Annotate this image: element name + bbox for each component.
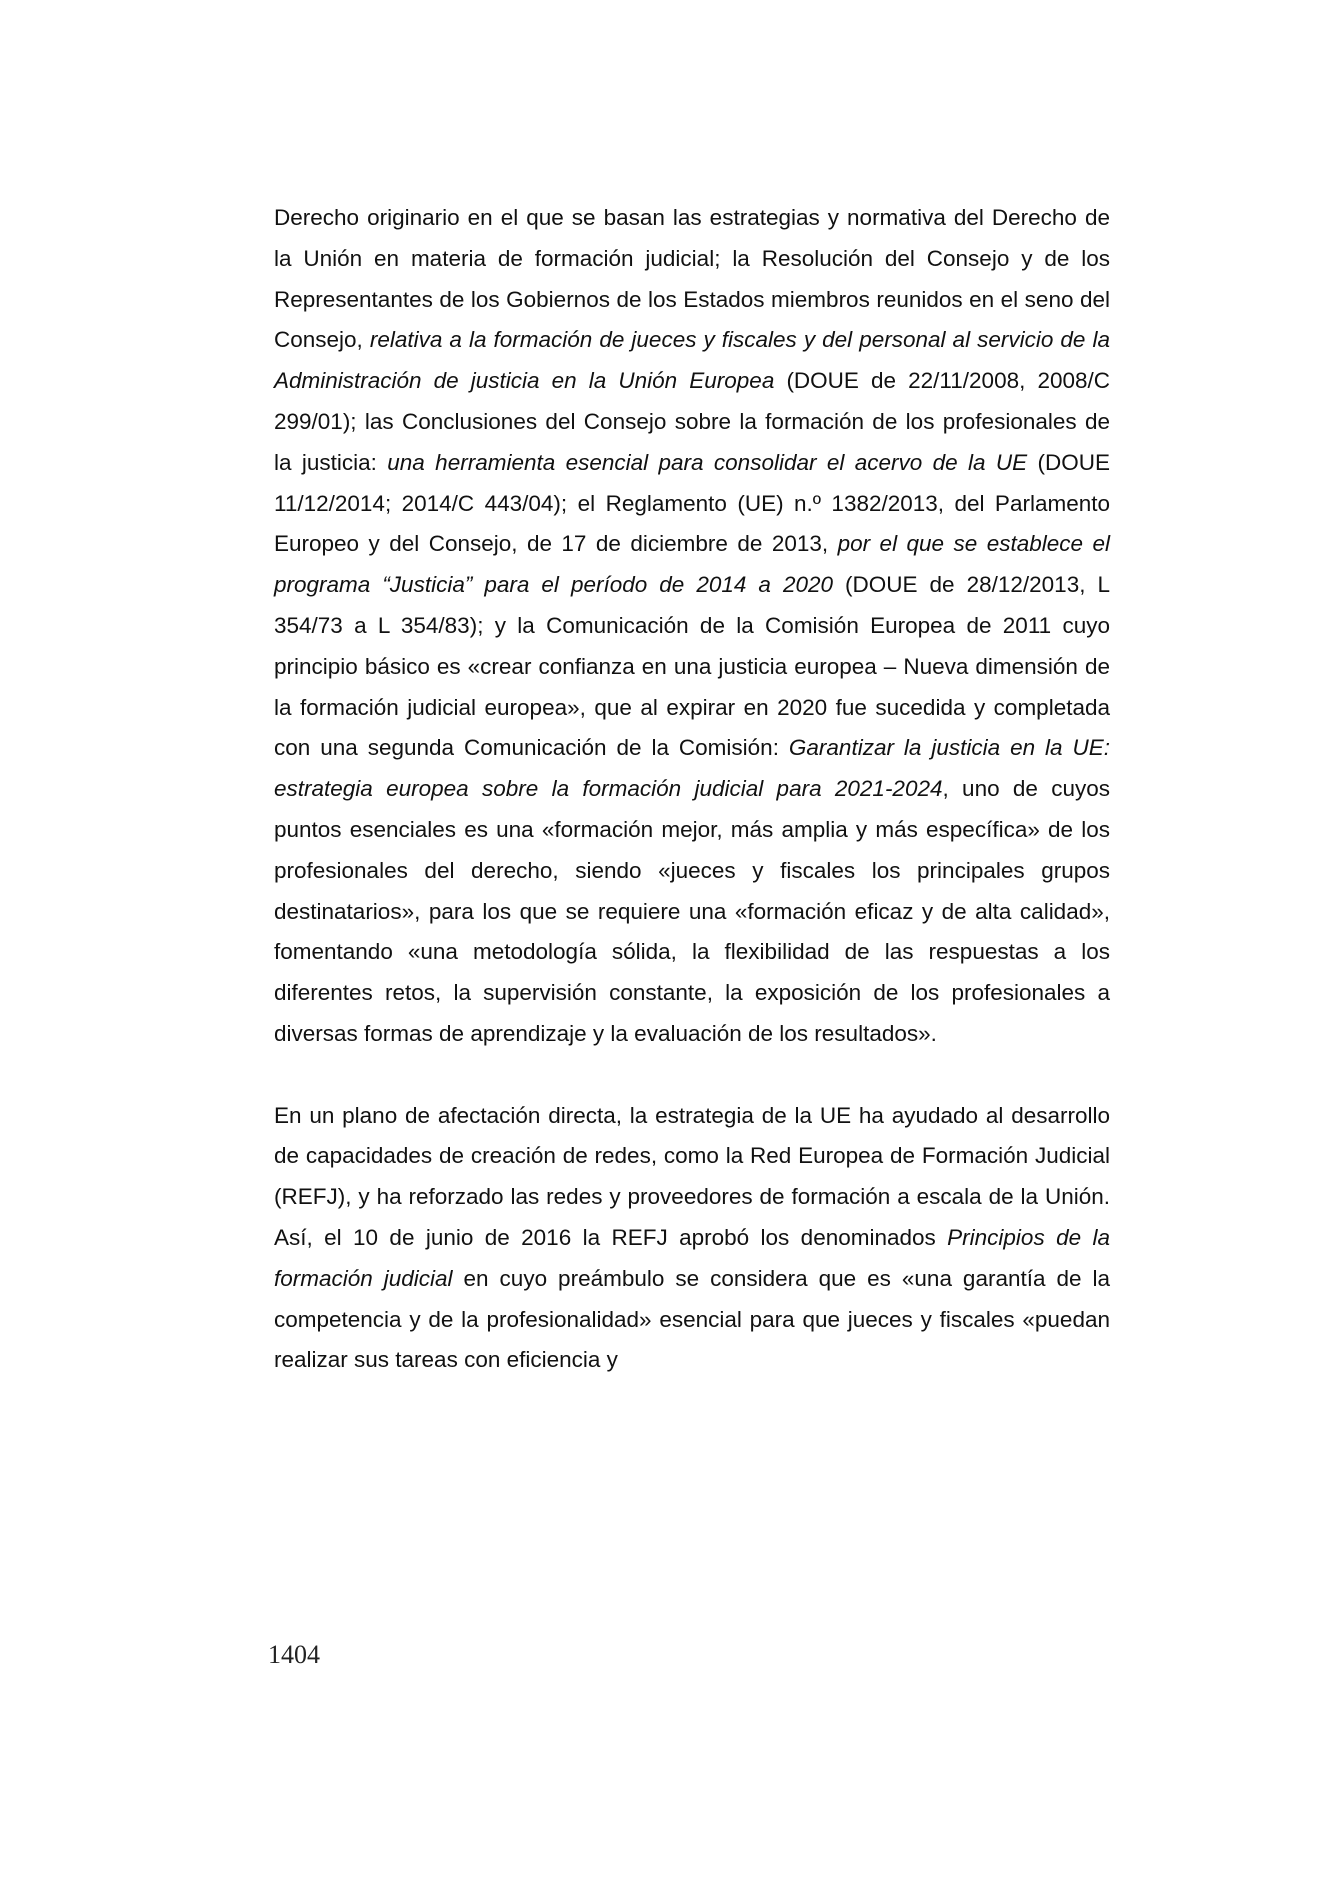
paragraph-1-italic-title: por el que se establece el programa “Justicia” para el período de 2014 a 2020 bbox=[274, 531, 1111, 598]
paragraph-1-italic-title: Garantizar la justicia en la UE: estrategia europea sobre la formación judicial para 2021-2024 bbox=[274, 735, 1110, 802]
paragraph-2-text: En un plano de afectación directa, la estrategia de la UE ha ayudado al desarrollo de capacidades de creación de redes, como la Red Europea de Formación Judicial (REFJ), y ha reforzado las redes y proveedores de formación a escala de la Unión. Así, el 10 de junio de 2016 la REFJ aprobó los denominados bbox=[274, 1102, 1110, 1250]
paragraph-2-text: en cuyo preámbulo se considera que es «una garantía de la competencia y de la profesionalidad» esencial para que jueces y fiscales «puedan realizar sus tareas con eficiencia y bbox=[274, 1265, 1110, 1373]
paragraph-1-text: , uno de cuyos puntos esenciales es una «formación mejor, más amplia y más específica» de los profesionales del derecho, siendo «jueces y fiscales los principales grupos destinatarios», para los que se requiere una «formación eficaz y de alta calidad», fomentando «una metodología sólida, la flexibilidad de las respuestas a los diferentes retos, la supervisión constante, la exposición de los profesionales a diversas formas de aprendizaje y la evaluación de los resultados». bbox=[274, 776, 1110, 1046]
paragraph-1-text: (DOUE de 28/12/2013, L 354/73 a L 354/83); y la Comunicación de la Comisión Europea de 2011 cuyo principio básico es «crear confianza en una justicia europea – Nueva dimensión de la formación judicial europea», que al expirar en 2020 fue sucedida y completada con una segunda Comunicación de la Comisión: bbox=[274, 572, 1110, 761]
paragraph-1-italic-title: relativa a la formación de jueces y fiscales y del personal al servicio de la Administración de justicia en la Unión Europea bbox=[274, 327, 1110, 394]
paragraph-2-italic-title: Principios de la formación judicial bbox=[274, 1224, 1110, 1291]
paragraph-1-italic-title: una herramienta esencial para consolidar el acervo de la UE bbox=[387, 449, 1028, 475]
page-number: 1404 bbox=[268, 1640, 320, 1669]
paragraph-1 bbox=[274, 198, 1110, 1055]
paragraph-1-text: Derecho originario en el que se basan las estrategias y normativa del Derecho de la Unión en materia de formación judicial; la Resolución del Consejo y de los Representantes de los Gobiernos de los Estados miembros reunidos en el seno del Consejo, bbox=[274, 205, 1110, 353]
paragraph-1-text: (DOUE de 22/11/2008, 2008/C 299/01); las Conclusiones del Consejo sobre la formación de los profesionales de la justicia: bbox=[274, 368, 1111, 475]
body-text bbox=[274, 198, 1110, 1381]
paragraph-2 bbox=[274, 1096, 1110, 1382]
paragraph-1-text: (DOUE 11/12/2014; 2014/C 443/04); el Reglamento (UE) n.º 1382/2013, del Parlamento Europeo y del Consejo, de 17 de diciembre de 2013, bbox=[274, 449, 1111, 557]
